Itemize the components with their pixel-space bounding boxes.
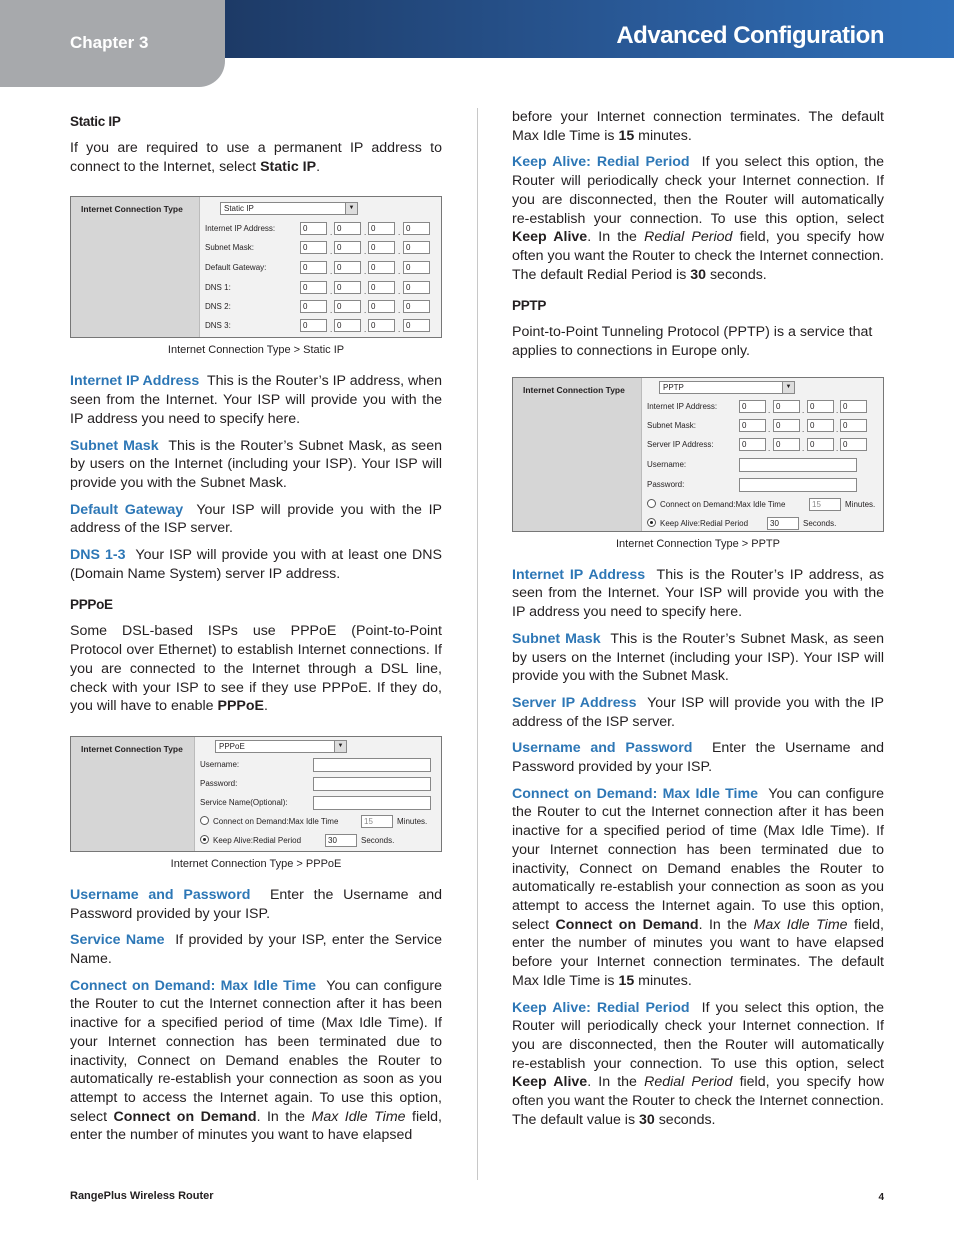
username-field[interactable] (739, 458, 857, 472)
server-ip-desc: Server IP Address Your ISP will provide you with the IP address of the ISP server. (512, 694, 884, 730)
username-field[interactable] (313, 758, 431, 772)
static-ip-caption: Internet Connection Type > Static IP (167, 344, 345, 357)
chevron-down-icon: ▼ (345, 203, 357, 214)
pptp-intro: Point-to-Point Tunneling Protocol (PPTP) is a service that applies to connections in Europe only. (512, 324, 873, 360)
chapter-tab (0, 0, 225, 87)
footer-product: RangePlus Wireless Router (70, 1190, 214, 1202)
connection-type-select[interactable]: PPTP ▼ (659, 381, 795, 394)
pppoe-heading: PPPoE (70, 597, 113, 613)
pptp-heading: PPTP (512, 298, 547, 314)
static-ip-intro: If you are required to use a permanent IP address to connect to the Internet, select Static IP. (70, 140, 442, 175)
keep-alive-radio[interactable] (647, 518, 656, 527)
connection-type-select[interactable]: PPPoE ▼ (215, 740, 347, 753)
connection-type-select[interactable]: Static IP ▼ (220, 202, 358, 215)
right-column (512, 108, 884, 1137)
pptp-subnet-desc: Subnet Mask This is the Router’s Subnet Mask, as seen by users on the Internet (including your ISP). Your ISP will provide you with the Subnet Mask. (512, 630, 884, 685)
pptp-ip-desc: Internet IP Address This is the Router’s IP address, as seen from the Internet. Your ISP will provide you with the IP address you need to specify here. (512, 566, 884, 621)
chapter-label: Chapter 3 (70, 33, 149, 52)
pptp-caption: Internet Connection Type > PPTP (616, 537, 780, 550)
pptp-username-desc: Username and Password Enter the Username and Password provided by your ISP. (512, 740, 885, 776)
dns-desc: DNS 1-3 Your ISP will provide you with at least one DNS (Domain Name System) server IP address. (70, 547, 442, 582)
service-name-field[interactable] (313, 796, 431, 810)
pptp-screenshot: Internet Connection Type PPTP ▼ Internet IP Address: 0 . 0 . 0 . 0 Subnet Mask: 0 . 0 . 0 . 0 Server IP Address: 0 . 0 . 0 . 0 Username: Password: Connect on Demand:Max Idle Time 15 Minutes. Keep Alive:Redial Period 30 Seconds. (512, 377, 884, 532)
left-column (70, 108, 442, 1153)
page-title: Advanced Configuration (616, 22, 884, 49)
page-number: 4 (878, 1192, 884, 1203)
keep-alive-radio[interactable] (200, 835, 209, 844)
subnet-desc: Subnet Mask This is the Router’s Subnet Mask, as seen by users on the Internet (including your ISP). Your ISP will provide you with the Subnet Mask. (70, 437, 442, 491)
username-desc: Username and Password Enter the Username and Password provided by your ISP. (70, 886, 443, 922)
idle-time-continuation: before your Internet connection terminates. The default Max Idle Time is 15 minutes. (512, 109, 884, 144)
chevron-down-icon: ▼ (334, 741, 346, 752)
connect-on-demand-desc: Connect on Demand: Max Idle Time You can configure the Router to cut the Internet connection after it has been inactive for a specified period of time (Max Idle Time). If your Internet connection has been terminated due to inactivity, Connect on Demand enables the Router to automatically re-establish your connection as soon as you attempt to access the Internet again. To use this option, select Connect on Demand. In the Max Idle Time field, enter the number of minutes you want to have elapsed (70, 977, 443, 1144)
gateway-desc: Default Gateway Your ISP will provide you with the IP address of the ISP server. (70, 501, 442, 537)
pppoe-caption: Internet Connection Type > PPPoE (170, 857, 342, 870)
section-label: Internet Connection Type (81, 204, 183, 215)
password-field[interactable] (313, 777, 431, 791)
ip-address-desc: Internet IP Address This is the Router’s IP address, when seen from the Internet. Your ISP will provide you with the IP address you need to specify here. (70, 373, 442, 427)
password-field[interactable] (739, 478, 857, 492)
column-divider (477, 108, 478, 1180)
connect-on-demand-radio[interactable] (200, 816, 209, 825)
static-ip-screenshot: Internet Connection Type Static IP ▼ Internet IP Address: 0 . 0 . 0 . 0 Subnet Mask: 0 . 0 . 0 . 0 Default Gateway: 0 . 0 . 0 . 0 DNS 1: 0 . 0 . 0 . 0 DNS 2: 0 . 0 . 0 . 0 DNS 3: 0 . 0 . 0 . 0 (70, 196, 442, 338)
connect-on-demand-radio[interactable] (647, 499, 656, 508)
keep-alive-desc: Keep Alive: Redial Period If you select this option, the Router will periodically check your Internet connection. If you are disconnected, then the Router will automatically re-establish your connection. To use this option, select Keep Alive. In the Redial Period field, you specify how often you want the Router to check the Internet connection. The default Redial Period is 30 seconds. (512, 154, 884, 283)
pptp-keep-alive-desc: Keep Alive: Redial Period If you select this option, the Router will periodically check your Internet connection. If you are disconnected, then the Router will automatically re-establish your connection. To use this option, select Keep Alive. In the Redial Period field, you specify how often you want the Router to check the Internet connection. The default value is 30 seconds. (512, 999, 884, 1128)
chevron-down-icon: ▼ (782, 382, 794, 393)
service-desc: Service Name If provided by your ISP, enter the Service Name. (70, 932, 442, 968)
header-bar (225, 0, 954, 58)
pppoe-screenshot: Internet Connection Type PPPoE ▼ Username: Password: Service Name(Optional): Connect on Demand:Max Idle Time 15 Minutes. Keep Alive:Redial Period 30 Seconds. (70, 736, 442, 852)
pptp-connect-on-demand-desc: Connect on Demand: Max Idle Time You can configure the Router to cut the Internet connection after it has been inactive for a specified period of time (Max Idle Time). If your Internet connection has been terminated due to inactivity, Connect on Demand enables the Router to automatically re-establish your connection as soon as you attempt to access the Internet again. To use this option, select Connect on Demand. In the Max Idle Time field, enter the number of minutes you want to have elapsed before your Internet connection terminates. The default Max Idle Time is 15 minutes. (512, 785, 885, 989)
static-ip-heading: Static IP (70, 114, 121, 129)
pppoe-intro: Some DSL-based ISPs use PPPoE (Point-to-Point Protocol over Ethernet) to establish Internet connections. If you are connected to the Internet through a DSL line, check with your ISP to see if they use PPPoE. If they do, you will have to enable PPPoE. (70, 623, 442, 715)
